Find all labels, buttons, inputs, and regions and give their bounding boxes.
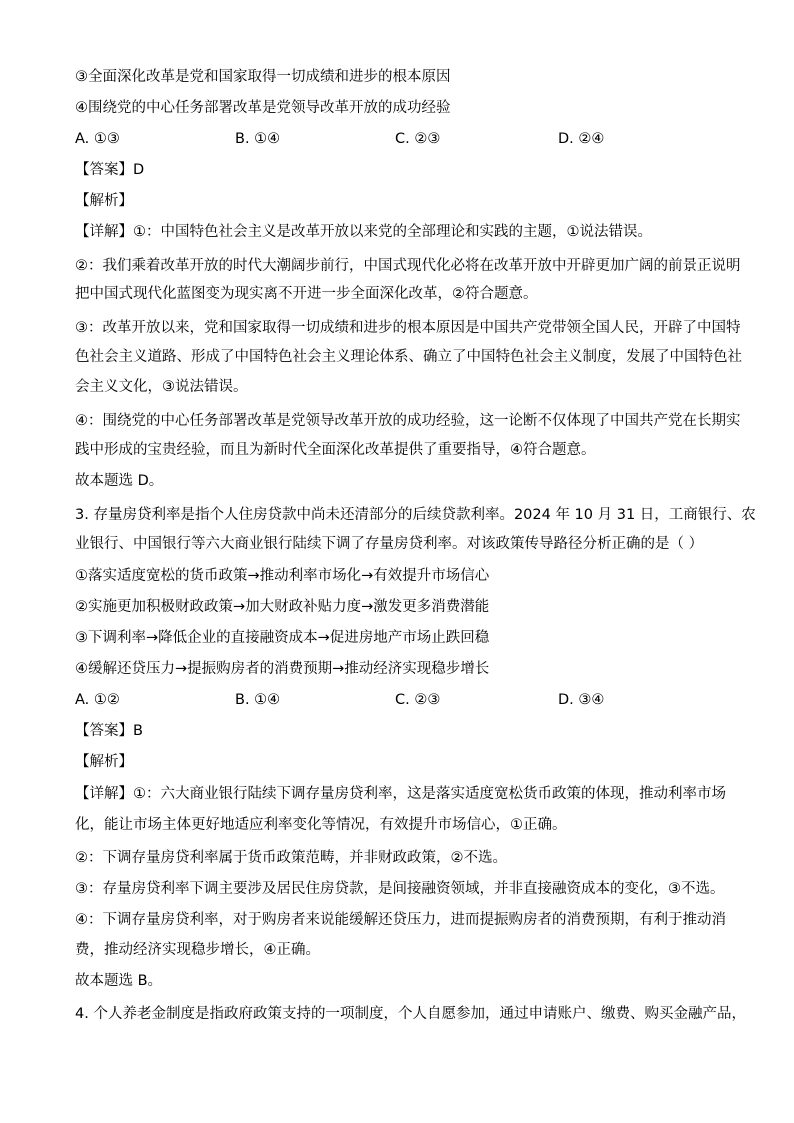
q3-choices [75,690,725,710]
q4-stem-line: 4. 个人养老金制度是指政府政策支持的一项制度，个人自愿参加，通过申请账户、缴费、购买金融产品， [75,1006,746,1022]
q3-detail-line: 【详解】①：六大商业银行陆续下调存量房贷利率，这是落实适度宽松货币政策的体现，推动利率市场 [75,786,726,802]
q2-choice-b: B. ①④ [235,131,281,147]
q3-choice-b: B. ①④ [235,692,281,708]
q3-answer: 【答案】B [75,723,143,739]
q3-conclusion: 故本题选 B。 [75,973,163,989]
q3-stem-line: 3. 存量房贷利率是指个人住房贷款中尚未还清部分的后续贷款利率。2024 年 10 月 31 日，工商银行、农 [75,507,756,523]
q2-statement-3: ③全面深化改革是党和国家取得一切成绩和进步的根本原因 [75,69,451,85]
q3-choice-d: D. ③④ [558,692,605,708]
q3-detail-line: ④：下调存量房贷利率，对于购房者来说能缓解还贷压力，进而提振购房者的消费预期，有利于推动消 [75,912,726,928]
q3-detail-line: 化，能让市场主体更好地适应利率变化等情况，有效提升市场信心，①正确。 [75,817,567,833]
q2-statement-4: ④围绕党的中心任务部署改革是党领导改革开放的成功经验 [75,100,451,116]
q2-detail-line: 【详解】①：中国特色社会主义是改革开放以来党的全部理论和实践的主题，①说法错误。 [75,224,652,240]
q3-stem-line: 业银行、中国银行等六大商业银行陆续下调了存量房贷利率。对该政策传导路径分析正确的是（ ） [75,536,704,552]
q3-analysis-label: 【解析】 [75,754,133,770]
q2-choice-d: D. ②④ [558,131,605,147]
q3-statement-2: ②实施更加积极财政政策→加大财政补贴力度→激发更多消费潜能 [75,599,490,615]
q2-detail-line: 会主义文化，③说法错误。 [75,379,248,395]
q3-statement-4: ④缓解还贷压力→提振购房者的消费预期→推动经济实现稳步增长 [75,661,490,677]
q2-detail-line: 把中国式现代化蓝图变为现实离不开进一步全面深化改革，②符合题意。 [75,286,538,302]
q3-detail-line: 费，推动经济实现稳步增长，④正确。 [75,942,320,958]
q2-analysis-label: 【解析】 [75,193,133,209]
q2-detail-line: 色社会主义道路、形成了中国特色社会主义理论体系、确立了中国特色社会主义制度，发展了中国特色社 [75,349,742,365]
q2-choices [75,129,725,149]
q2-detail-line: ②：我们乘着改革开放的时代大潮阔步前行，中国式现代化必将在改革开放中开辟更加广阔的前景正说明 [75,258,741,274]
q2-conclusion: 故本题选 D。 [75,473,164,489]
q3-detail-line: ②：下调存量房贷利率属于货币政策范畴，并非财政政策，②不选。 [75,850,507,866]
q3-statement-1: ①落实适度宽松的货币政策→推动利率市场化→有效提升市场信心 [75,568,490,584]
q2-answer: 【答案】D [75,162,145,178]
q2-choice-c: C. ②③ [395,131,441,147]
q2-choice-a: A. ①③ [75,131,120,147]
q2-detail-line: 践中形成的宝贵经验，而且为新时代全面深化改革提供了重要指导，④符合题意。 [75,442,596,458]
q2-detail-line: ④：围绕党的中心任务部署改革是党领导改革开放的成功经验，这一论断不仅体现了中国共产党在长期实 [75,413,741,429]
q3-statement-3: ③下调利率→降低企业的直接融资成本→促进房地产市场止跌回稳 [75,630,490,646]
q2-detail-line: ③：改革开放以来，党和国家取得一切成绩和进步的根本原因是中国共产党带领全国人民，开辟了中国特 [75,320,741,336]
q3-detail-line: ③：存量房贷利率下调主要涉及居民住房贷款，是间接融资领域，并非直接融资成本的变化，③不选。 [75,881,725,897]
q3-choice-a: A. ①② [75,692,120,708]
q3-choice-c: C. ②③ [395,692,441,708]
